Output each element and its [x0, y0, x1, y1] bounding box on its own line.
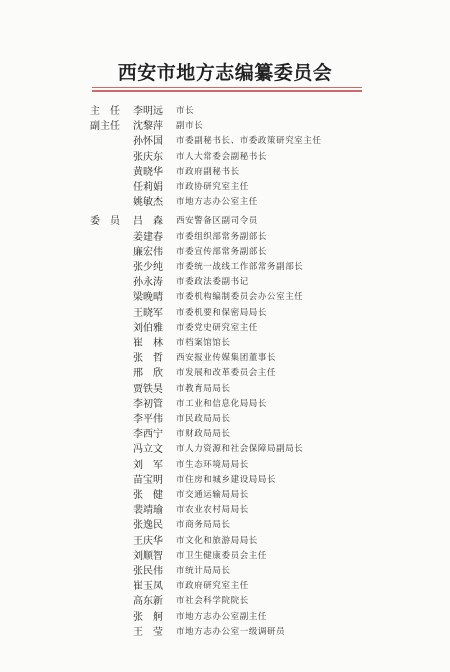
member-row: [0, 260, 450, 275]
member-name: 裴靖瑜: [133, 505, 163, 517]
member-post: 西安警备区副司令员: [176, 216, 258, 227]
member-name: 李西宁: [133, 429, 163, 441]
member-row: [0, 321, 450, 336]
member-post: 市人大常委会副秘书长: [176, 151, 268, 162]
member-name: 张 健: [133, 490, 163, 501]
member-name: 姚敏杰: [133, 197, 163, 209]
member-post: 市委机构编制委员会办公室主任: [176, 292, 304, 303]
member-row: [0, 549, 450, 564]
member-row: [0, 134, 450, 149]
member-name: 廉宏伟: [133, 246, 163, 258]
member-row: [0, 290, 450, 305]
member-name: 苗宝明: [133, 474, 163, 486]
member-post: 市委党史研究室主任: [176, 322, 258, 333]
title-underline: [92, 87, 362, 88]
document-title: 西安市地方志编纂委员会: [117, 62, 333, 84]
title-underline-thick: [92, 90, 362, 92]
member-post: 市统计局局长: [176, 566, 231, 576]
member-post: 市卫生健康委员会主任: [176, 550, 268, 561]
member-name: 吕 森: [133, 216, 163, 228]
member-post: 市委宣传部常务副部长: [176, 246, 268, 257]
member-name: 刘顺智: [133, 550, 163, 562]
member-name: 孙怀国: [133, 136, 163, 148]
member-row: [0, 518, 450, 533]
member-row: [0, 165, 450, 180]
member-row: [0, 427, 450, 442]
member-name: 张 舸: [133, 611, 163, 623]
member-name: 李初管: [133, 398, 163, 410]
member-row: [0, 397, 450, 412]
member-name: 沈黎萍: [133, 121, 163, 133]
member-row: [0, 503, 450, 518]
member-post: 市政府副秘书长: [176, 166, 240, 177]
member-role: 主 任: [90, 106, 120, 117]
member-post: 市民政局局长: [176, 414, 231, 424]
member-post: 市人力资源和社会保障局副局长: [176, 444, 304, 455]
member-name: 黄晓华: [133, 166, 163, 178]
member-row: [0, 366, 450, 381]
member-row: [0, 382, 450, 397]
member-post: 市商务局局长: [176, 520, 231, 531]
member-post: 市委机要和保密局局长: [176, 307, 268, 318]
member-name: 孙永涛: [133, 277, 163, 289]
member-row: [0, 180, 450, 195]
member-role: 副主任: [90, 121, 120, 133]
member-post: 市政协研究室主任: [176, 182, 249, 192]
member-name: 张民伟: [133, 566, 163, 577]
member-row: [0, 473, 450, 488]
member-post: 市委组织部常务副部长: [176, 231, 268, 242]
member-row: [0, 275, 450, 290]
member-row: [0, 594, 450, 609]
member-name: 王 莹: [133, 626, 163, 638]
member-post: 市档案馆馆长: [176, 338, 231, 348]
member-row: [0, 534, 450, 549]
member-role: 委 员: [90, 216, 120, 228]
member-post: 市政府研究室主任: [176, 581, 249, 592]
member-name: 李明远: [133, 106, 163, 117]
member-row: [0, 150, 450, 165]
member-name: 刘 军: [133, 459, 163, 471]
member-name: 邢 欣: [133, 368, 163, 380]
member-post: 市文化和旅游局局长: [176, 535, 258, 546]
member-post: 市交通运输局局长: [176, 490, 249, 500]
member-name: 高东新: [133, 596, 163, 608]
member-row: [0, 351, 450, 366]
member-row: [0, 412, 450, 427]
member-row: [0, 579, 450, 594]
member-name: 张庆东: [133, 151, 163, 163]
member-row: [0, 214, 450, 229]
member-post: 市财政局局长: [176, 429, 231, 440]
member-post: 市委副秘书长、市委政策研究室主任: [176, 136, 322, 147]
member-name: 崔 林: [133, 338, 163, 349]
member-post: 市工业和信息化局局长: [176, 398, 268, 409]
member-row: [0, 564, 450, 579]
member-post: 市生态环境局局长: [176, 459, 249, 470]
member-post: 市农业农村局局长: [176, 505, 249, 516]
member-row: [0, 119, 450, 134]
member-post: 市住房和城乡建设局局长: [176, 474, 277, 485]
member-name: 王晓军: [133, 307, 163, 319]
member-post: 市发展和改革委员会主任: [176, 368, 277, 379]
member-post: 副市长: [176, 121, 204, 132]
member-name: 姜建春: [133, 231, 163, 243]
member-name: 贾铁昊: [133, 383, 163, 395]
member-name: 梁晚晴: [133, 292, 163, 304]
member-post: 市地方志办公室一级调研员: [176, 626, 286, 637]
member-post: 市长: [176, 106, 195, 116]
member-name: 崔玉凤: [133, 581, 163, 593]
member-row: [0, 306, 450, 321]
member-row: [0, 625, 450, 640]
member-name: 张逸民: [133, 520, 163, 532]
member-post: 西安报业传媒集团董事长: [176, 353, 277, 364]
member-name: 张 哲: [133, 353, 163, 365]
member-post: 市教育局局长: [176, 383, 231, 394]
member-post: 市地方志办公室主任: [176, 197, 258, 208]
member-name: 王庆华: [133, 535, 163, 547]
member-name: 李平伟: [133, 414, 163, 425]
member-name: 任莉娟: [133, 182, 163, 193]
member-row: [0, 230, 450, 245]
member-row: [0, 458, 450, 473]
member-post: 市地方志办公室副主任: [176, 611, 268, 622]
member-row: [0, 245, 450, 260]
member-row: [0, 195, 450, 210]
member-post: 市委政法委副书记: [176, 277, 249, 288]
member-post: 市委统一战线工作部常务副部长: [176, 262, 304, 272]
member-row: [0, 488, 450, 503]
member-row: [0, 442, 450, 457]
member-row: [0, 610, 450, 625]
member-name: 刘伯雅: [133, 322, 163, 334]
member-row: [0, 336, 450, 351]
member-name: 冯立文: [133, 444, 163, 456]
member-post: 市社会科学院院长: [176, 596, 249, 607]
member-row: [0, 104, 450, 119]
member-name: 张少纯: [133, 262, 163, 273]
